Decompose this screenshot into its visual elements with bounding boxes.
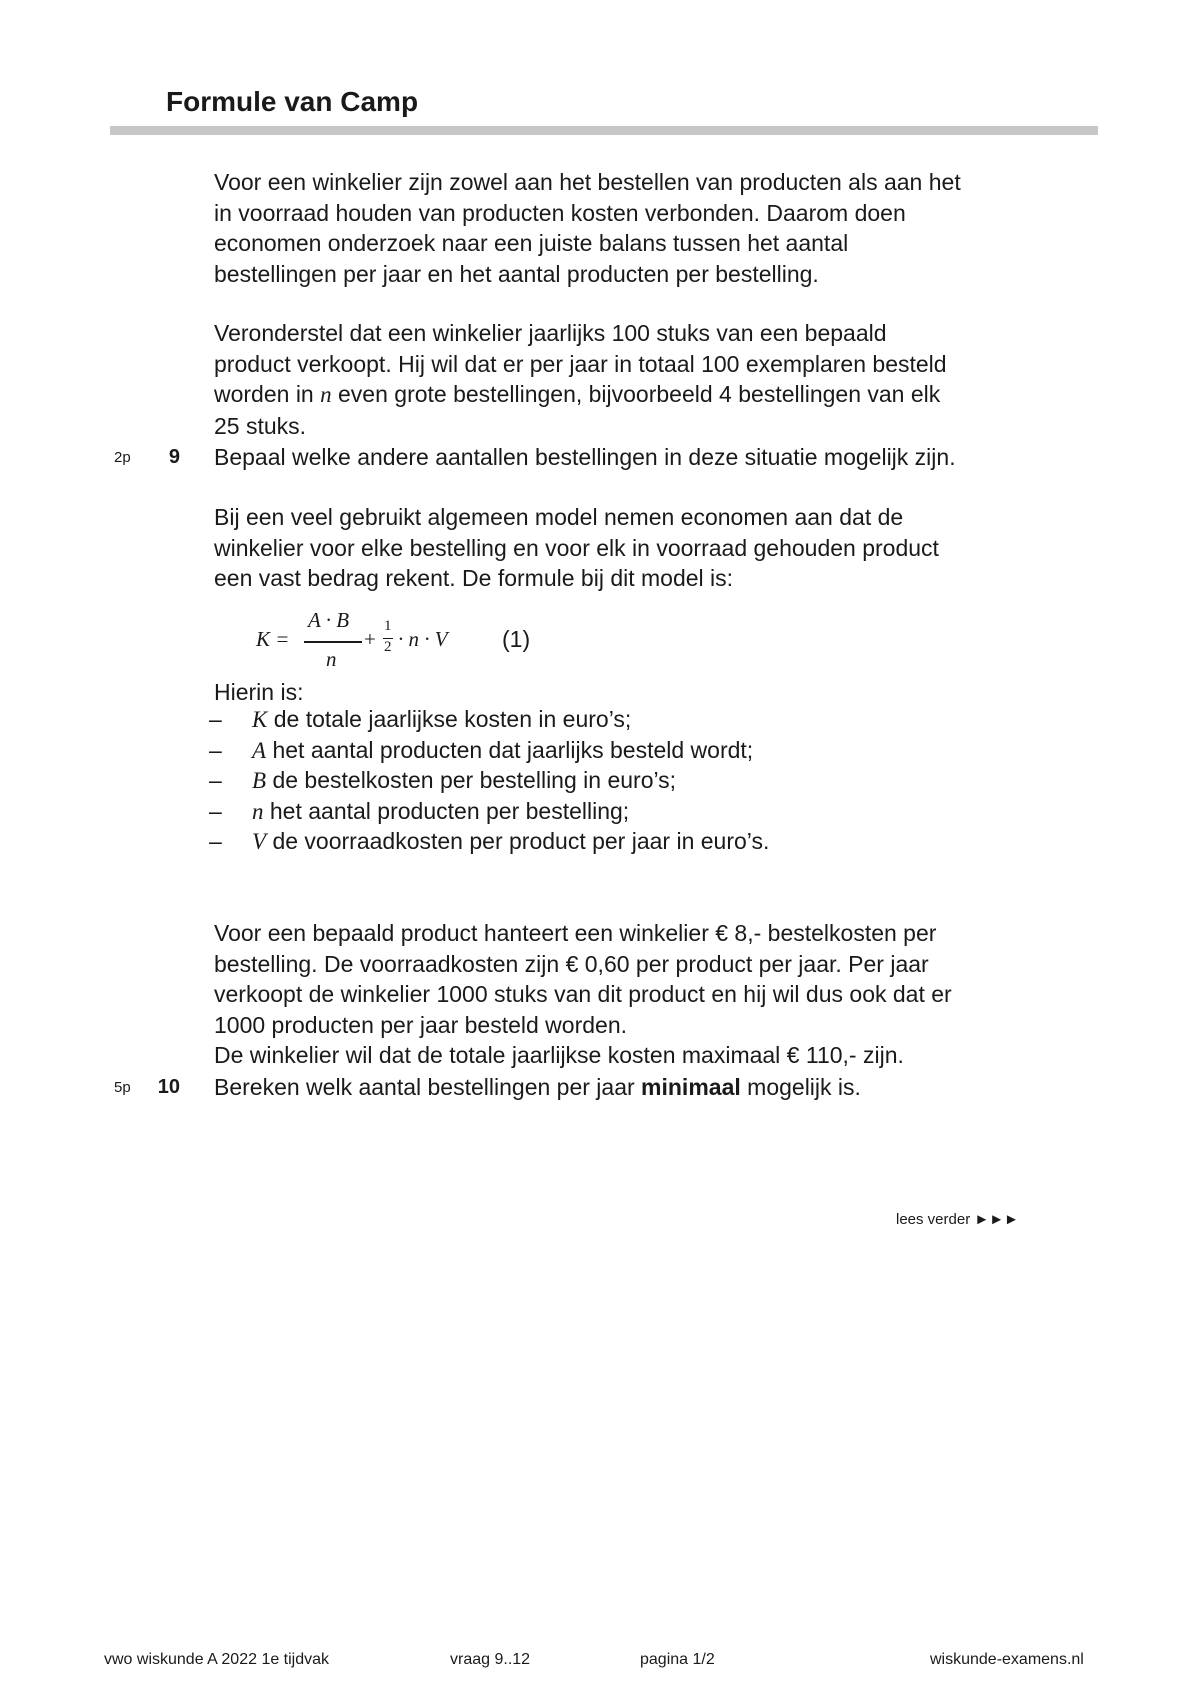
definition-description: de totale jaarlijkse kosten in euro’s; (267, 706, 632, 732)
situation-text: even grote bestellingen, bijvoorbeeld 4 bestellingen van elk (331, 381, 941, 407)
question-number: 9 (168, 446, 180, 468)
formula-lhs: K = (256, 627, 290, 651)
scenario-line: De winkelier wil dat de totale jaarlijkse kosten maximaal € 110,- zijn. (214, 1042, 904, 1068)
question-text: Bepaal welke andere aantallen bestellingen in deze situatie mogelijk zijn. (214, 444, 956, 470)
definition-text (252, 765, 676, 797)
intro-line: Voor een winkelier zijn zowel aan het bestellen van producten als aan het (214, 169, 961, 195)
scenario-line: verkoopt de winkelier 1000 stuks van dit product en hij wil dus ook dat er (214, 981, 952, 1007)
definition-text (252, 704, 631, 736)
continue-reading-note: lees verder ►►► (896, 1211, 1019, 1228)
list-dash: – (209, 767, 222, 793)
half-denominator: 2 (384, 639, 392, 655)
formula-plus: + (364, 627, 376, 651)
list-dash: – (209, 797, 222, 824)
page-title: Formule van Camp (166, 86, 419, 117)
variable-V: V (252, 829, 267, 854)
definition-description: de voorraadkosten per product per jaar in euro’s. (266, 828, 770, 854)
list-dash: – (209, 736, 222, 763)
intro-paragraph (214, 167, 1074, 289)
question-text-part: mogelijk is. (740, 1074, 861, 1100)
formula-label: (1) (502, 626, 531, 652)
variable-B: B (252, 768, 267, 793)
question-emphasis: minimaal (641, 1074, 741, 1100)
situation-paragraph (214, 318, 1074, 441)
scenario-line: bestelling. De voorraadkosten zijn € 0,60 per product per jaar. Per jaar (214, 950, 929, 977)
question-text-part: Bereken welk aantal bestellingen per jaar (214, 1074, 642, 1100)
question-number: 10 (157, 1076, 180, 1098)
definition-text (252, 826, 769, 858)
footer-exam: vwo wiskunde A 2022 1e tijdvak (104, 1651, 330, 1668)
hierin-label (214, 677, 1074, 708)
definition-description: de bestelkosten per bestelling in euro’s; (266, 767, 677, 793)
variable-K: K (252, 707, 268, 732)
scenario-line: 1000 producten per jaar besteld worden. (214, 1011, 628, 1038)
model-line: Bij een veel gebruikt algemeen model nemen economen aan dat de (214, 504, 904, 530)
model-line: een vast bedrag rekent. De formule bij dit model is: (214, 565, 734, 591)
hierin-text: Hierin is: (214, 679, 304, 705)
scenario-paragraph (214, 918, 1074, 1071)
model-line: winkelier voor elke bestelling en voor elk in voorraad gehouden product (214, 534, 939, 561)
intro-line: bestellingen per jaar en het aantal producten per bestelling. (214, 260, 819, 287)
definition-description: het aantal producten dat jaarlijks besteld wordt; (266, 736, 754, 763)
variable-n: n (252, 798, 264, 824)
formula-denominator: n (326, 647, 337, 671)
fraction-bar (304, 641, 362, 643)
list-item (209, 826, 1094, 857)
situation-line (214, 379, 1074, 411)
list-dash: – (209, 706, 222, 732)
definition-text (252, 796, 629, 828)
variable-n: n (320, 382, 332, 407)
model-paragraph (214, 502, 1074, 594)
question-text (214, 1071, 861, 1103)
list-item (209, 796, 1094, 827)
question-10 (0, 1071, 1200, 1103)
question-points: 2p (114, 449, 131, 466)
cost-formula (256, 608, 656, 678)
list-item (209, 735, 1094, 766)
list-item (209, 765, 1094, 796)
footer-website: wiskunde-examens.nl (930, 1651, 1084, 1668)
half-numerator: 1 (384, 618, 392, 634)
title-underline-bar (110, 126, 1098, 135)
question-9 (0, 441, 1200, 473)
footer-question-range: vraag 9..12 (450, 1651, 531, 1668)
list-dash: – (209, 828, 222, 854)
situation-line: Veronderstel dat een winkelier jaarlijks 100 stuks van een bepaald (214, 320, 887, 346)
definition-description: het aantal producten per bestelling; (263, 797, 630, 824)
formula-numerator: A · B (308, 608, 350, 632)
question-points: 5p (114, 1079, 131, 1096)
footer-page-number: pagina 1/2 (640, 1651, 715, 1668)
definitions-list (209, 704, 1094, 857)
situation-line: 25 stuks. (214, 412, 307, 439)
intro-line: economen onderzoek naar een juiste balans tussen het aantal (214, 230, 849, 256)
list-item (209, 704, 1094, 735)
variable-A: A (252, 737, 267, 763)
formula-tail: · n · V (398, 627, 448, 651)
intro-line: in voorraad houden van producten kosten verbonden. Daarom doen (214, 199, 906, 226)
definition-text (252, 735, 753, 767)
scenario-line: Voor een bepaald product hanteert een winkelier € 8,- bestelkosten per (214, 920, 937, 946)
situation-text: worden in (214, 381, 321, 407)
situation-line: product verkoopt. Hij wil dat er per jaar in totaal 100 exemplaren besteld (214, 350, 947, 377)
